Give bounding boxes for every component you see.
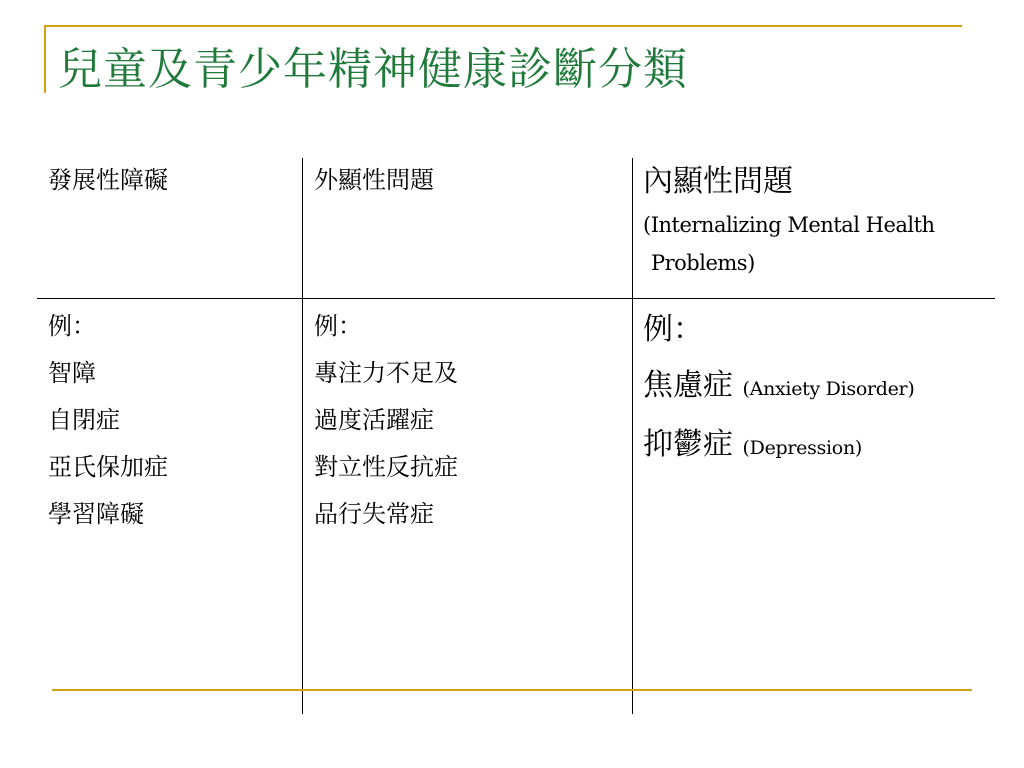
- column-divider-2: [632, 158, 633, 714]
- list-item-en: (Anxiety Disorder): [742, 378, 915, 400]
- example-label: 例：: [48, 312, 96, 340]
- internalizing-list: [643, 302, 914, 476]
- left-accent-rule: [44, 25, 46, 93]
- list-item: [643, 358, 914, 417]
- developmental-list: [48, 303, 168, 538]
- column-divider-1: [302, 158, 303, 714]
- bottom-accent-rule: [52, 689, 972, 691]
- example-label: 例：: [314, 312, 362, 340]
- list-item: 學習障礙: [48, 500, 144, 528]
- list-item: 自閉症: [48, 406, 120, 434]
- header-internalizing-en: (Internalizing Mental Health Problems): [643, 213, 935, 275]
- list-item: 智障: [48, 359, 96, 387]
- top-accent-rule: [44, 25, 962, 27]
- header-developmental: 發展性障礙: [48, 166, 168, 194]
- header-internalizing: [643, 164, 983, 282]
- list-item-zh: 焦慮症: [643, 368, 733, 403]
- slide-title: 兒童及青少年精神健康診斷分類: [58, 44, 688, 95]
- list-item: [643, 417, 914, 476]
- list-item: 對立性反抗症: [314, 453, 458, 481]
- header-internalizing-zh: 內顯性問題: [643, 164, 793, 199]
- list-item-zh: 抑鬱症: [643, 427, 733, 462]
- example-label: 例：: [643, 312, 703, 347]
- list-item-en: (Depression): [742, 437, 862, 459]
- list-item: 過度活躍症: [314, 406, 434, 434]
- list-item: 專注力不足及: [314, 359, 458, 387]
- list-item: 亞氏保加症: [48, 453, 168, 481]
- list-item: 品行失常症: [314, 500, 434, 528]
- header-divider: [37, 298, 995, 299]
- externalizing-list: [314, 303, 458, 538]
- header-externalizing: 外顯性問題: [314, 166, 434, 194]
